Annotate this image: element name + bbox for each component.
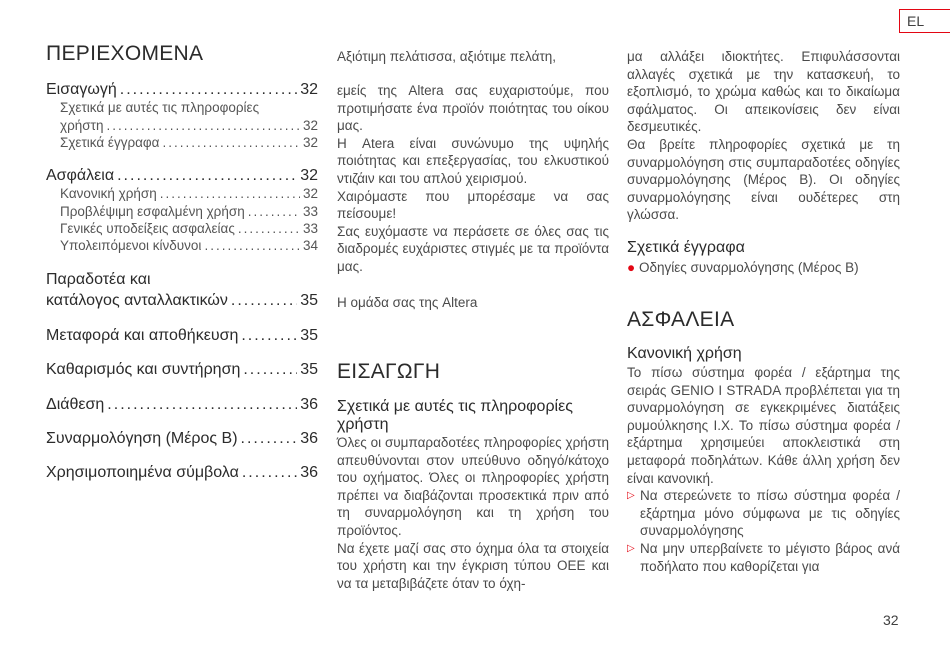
letter-signature: Η ομάδα σας της Altera <box>337 295 478 310</box>
intro-letter <box>337 48 609 66</box>
rule-text: Να στερεώνετε το πίσω σύστημα φορέα / εξάρτημα μόνο σύμφωνα με τις οδηγίες συναρμολόγησης <box>640 488 900 539</box>
rule-text: Να μην υπερβαίνετε το μέγιστο βάρος ανά ποδήλατο που καθορίζεται για <box>640 540 900 574</box>
toc-leader <box>117 167 297 185</box>
toc-page: 33 <box>302 221 318 236</box>
col3-paragraph: Θα βρείτε πληροφορίες σχετικά με τη συναρμολόγηση στις συμπαραδοτέες οδηγίες συναρμολόγησης (Μέρος Β). Οι οδηγίες συναρμολόγησης είναι ουδέτερες στη γλώσσα. <box>627 136 900 223</box>
toc-page: 34 <box>302 238 318 253</box>
toc-label: Συναρμολόγηση (Μέρος Β) <box>46 430 238 447</box>
toc-entry-misuse[interactable] <box>60 204 318 219</box>
subheading-related-docs: Σχετικά έγγραφα <box>627 239 745 256</box>
toc-label: Σχετικά έγγραφα <box>60 135 160 150</box>
toc-label: κατάλογος ανταλλακτικών <box>46 292 228 309</box>
toc-page: 36 <box>300 464 318 481</box>
toc-leader <box>242 464 297 482</box>
toc-entry-about-info-cont[interactable] <box>60 118 318 133</box>
language-tab: EL <box>899 9 950 33</box>
toc-entry-delivery[interactable]: Παραδοτέα και <box>46 271 151 288</box>
toc-leader <box>241 430 298 448</box>
toc-leader <box>204 238 300 253</box>
red-triangle-bullet-icon: ▷ <box>627 542 635 554</box>
toc-page: 36 <box>300 396 318 413</box>
toc-page: 32 <box>302 135 318 150</box>
list-item <box>627 540 900 575</box>
intro-paragraph: Να έχετε μαζί σας στο όχημα όλα τα στοιχεία του χρήστη και την έγκριση τύπου ΟΕΕ και να τα μεταβιβάζετε όταν το όχη- <box>337 540 609 591</box>
col3-body <box>627 48 900 224</box>
red-dot-bullet-icon: ● <box>627 260 636 275</box>
toc-page: 35 <box>300 361 318 378</box>
toc-label: Χρησιμοποιημένα σύμβολα <box>46 464 239 481</box>
toc-page: 36 <box>300 430 318 447</box>
list-item-text: Οδηγίες συναρμολόγησης (Μέρος Β) <box>639 260 859 275</box>
toc-leader <box>248 204 300 219</box>
toc-entry-spare-parts[interactable] <box>46 292 318 310</box>
toc-leader <box>120 81 297 99</box>
toc-label: Μεταφορά και αποθήκευση <box>46 327 239 344</box>
toc-entry-transport[interactable] <box>46 327 318 345</box>
intro-paragraph: Όλες οι συμπαραδοτέες πληροφορίες χρήστη απευθύνονται στον υπεύθυνο οδηγό/κάτοχο του οχήματος. Όλες οι πληροφορίες χρήστη πρέπει να διαβάζονται προσεκτικά πριν από τη συναρμολόγηση και τη χρήση του προϊόντος. <box>337 435 609 538</box>
page-number: 32 <box>883 612 899 628</box>
toc-entry-safety-notes[interactable] <box>60 221 318 236</box>
toc-leader <box>162 135 299 150</box>
toc-leader <box>238 221 300 236</box>
letter-paragraph: εμείς της Altera σας ευχαριστούμε, που προτιμήσατε ένα προϊόν ποιότητας του οίκου μας. <box>337 83 609 134</box>
toc-label: Κανονική χρήση <box>60 186 157 201</box>
toc-label: Προβλέψιμη εσφαλμένη χρήση <box>60 204 245 219</box>
subheading-normal-use: Κανονική χρήση <box>627 345 742 362</box>
toc-entry-related-docs[interactable] <box>60 135 318 150</box>
toc-label: Ασφάλεια <box>46 167 115 184</box>
greeting: Αξιότιμη πελάτισσα, αξιότιμε πελάτη, <box>337 49 557 64</box>
toc-entry-about-info[interactable] <box>60 100 318 115</box>
toc-label: Υπολειπόμενοι κίνδυνοι <box>60 238 202 253</box>
toc-entry-safety[interactable] <box>46 167 318 185</box>
letter-paragraph: Χαιρόμαστε που μπορέσαμε να σας πείσουμε! <box>337 188 609 222</box>
toc-label: Διάθεση <box>46 396 105 413</box>
toc-title: ΠΕΡΙΕΧΟΜΕΝΑ <box>46 42 204 65</box>
toc-page: 35 <box>300 292 318 309</box>
toc-page: 32 <box>300 81 318 98</box>
toc-page: 33 <box>302 204 318 219</box>
toc-label: Σχετικά με αυτές τις πληροφορίες <box>60 100 260 115</box>
related-docs-list <box>627 259 900 277</box>
toc-entry-residual-risks[interactable] <box>60 238 318 253</box>
toc-leader <box>241 327 297 345</box>
toc-page: 32 <box>302 186 318 201</box>
normal-use-paragraph: Το πίσω σύστημα φορέα / εξάρτημα της σειράς GENIO I STRADA προβλέπεται για τη συναρμολόγηση σε εγκεκριμένες διατάξεις ρυμούλκησης Ι.Χ. Το πίσω σύστημα φορέα / εξάρτημα χρησιμεύει αποκλειστικά στη μεταφορά ποδηλάτων. Κάθε άλλη χρήση δεν είναι κανονική. <box>627 365 900 486</box>
toc-label: Γενικές υποδείξεις ασφαλείας <box>60 221 235 236</box>
col3-paragraph: μα αλλάξει ιδιοκτήτες. Επιφυλάσσονται αλλαγές σχετικά με την κατασκευή, το εξοπλισμό, το χρώμα καθώς και το δικαίωμα σφάλματος. Οι απεικονίσεις δεν είναι δεσμευτικές. <box>627 49 900 135</box>
toc-label: χρήστη <box>60 118 104 133</box>
intro-letter-body <box>337 82 609 276</box>
letter-paragraph: Σας ευχόμαστε να περάσετε σε όλες σας τις διαδρομές ευχάριστες στιγμές με τα προϊόντα μας. <box>337 223 609 274</box>
toc-entry-intro[interactable] <box>46 81 318 99</box>
toc-leader <box>107 396 297 414</box>
toc-leader <box>106 118 300 133</box>
letter-paragraph: Η Atera είναι συνώνυμο της υψηλής ποιότητας και επεξεργασίας, του ελκυστικού ντιζάιν και του απλού χειρισμού. <box>337 135 609 186</box>
list-item <box>627 259 900 277</box>
toc-page: 35 <box>300 327 318 344</box>
subheading-about-info: Σχετικά με αυτές τις πληροφορίες χρήστη <box>337 398 573 433</box>
toc-entry-disposal[interactable] <box>46 396 318 414</box>
list-item <box>627 487 900 540</box>
normal-use-body <box>627 364 900 575</box>
toc-label: Καθαρισμός και συντήρηση <box>46 361 241 378</box>
section-heading-safety: ΑΣΦΑΛΕΙΑ <box>627 308 735 331</box>
section-heading-intro: ΕΙΣΑΓΩΓΗ <box>337 360 441 383</box>
toc-entry-assembly[interactable] <box>46 430 318 448</box>
toc-entry-cleaning[interactable] <box>46 361 318 379</box>
letter-signature-wrap <box>337 294 609 312</box>
red-triangle-bullet-icon: ▷ <box>627 490 635 502</box>
toc-leader <box>231 292 297 310</box>
toc-entry-normal-use[interactable] <box>60 186 318 201</box>
toc-page: 32 <box>302 118 318 133</box>
toc-leader <box>243 361 297 379</box>
toc-label: Εισαγωγή <box>46 81 117 98</box>
toc-leader <box>160 186 300 201</box>
intro-section-body <box>337 434 609 592</box>
toc-entry-symbols[interactable] <box>46 464 318 482</box>
toc-page: 32 <box>300 167 318 184</box>
